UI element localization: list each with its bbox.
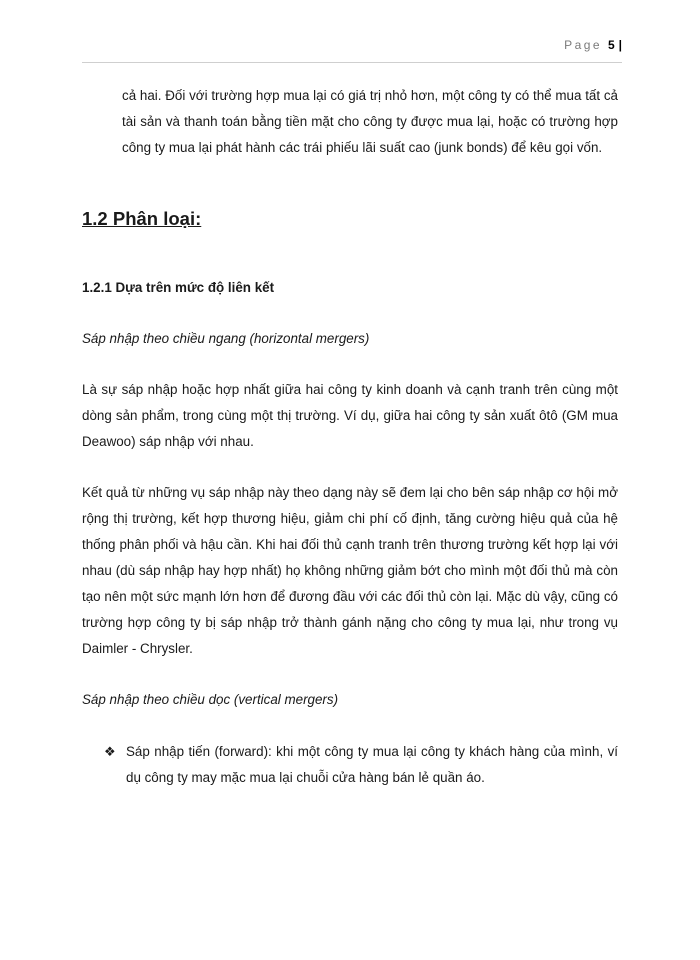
- horizontal-mergers-title: Sáp nhập theo chiều ngang (horizontal mergers): [82, 331, 370, 346]
- diamond-bullet-icon: ❖: [104, 744, 116, 759]
- vertical-mergers-title: Sáp nhập theo chiều dọc (vertical mergers): [82, 692, 339, 707]
- horizontal-mergers-paragraph-2: Kết quả từ những vụ sáp nhập này theo dạng này sẽ đem lại cho bên sáp nhập cơ hội mở rộng thị trường, kết hợp thương hiệu, giảm chi phí cố định, tăng cường hiệu quả của hệ thống phân phối và hậu cần. Khi hai đối thủ cạnh tranh trên thương trường kết hợp lại với nhau (dù sáp nhập hay hợp nhất) họ không những giảm bớt cho mình một đối thủ mà còn tạo nên một sức mạnh lớn hơn để đương đầu với các đối thủ còn lại. Mặc dù vậy, cũng có trường hợp công ty bị sáp nhập trở thành gánh nặng cho công ty mua lại, như trong vụ Daimler - Chrysler.: [82, 485, 618, 656]
- page-header: [564, 38, 622, 52]
- header-divider: [82, 62, 622, 63]
- horizontal-mergers-paragraph-1: Là sự sáp nhập hoặc hợp nhất giữa hai công ty kinh doanh và cạnh tranh trên cùng một dòng sản phẩm, trong cùng một thị trường. Ví dụ, giữa hai công ty sản xuất ôtô (GM mua Deawoo) sáp nhập với nhau.: [82, 382, 618, 449]
- list-item-text: Sáp nhập tiến (forward): khi một công ty mua lại công ty khách hàng của mình, ví dụ công ty may mặc mua lại chuỗi cửa hàng bán lẻ quần áo.: [126, 744, 618, 785]
- page-separator: |: [618, 38, 622, 52]
- subsection-heading: 1.2.1 Dựa trên mức độ liên kết: [82, 280, 275, 295]
- document-body: [82, 83, 618, 791]
- page-number: 5: [607, 38, 615, 52]
- list-item: [82, 739, 618, 791]
- page-label: Page: [564, 38, 603, 52]
- section-heading: 1.2 Phân loại:: [82, 208, 202, 229]
- intro-paragraph: cả hai. Đối với trường hợp mua lại có giá trị nhỏ hơn, một công ty có thể mua tất cả tài sản và thanh toán bằng tiền mặt cho công ty được mua lại, hoặc có trường hợp công ty mua lại phát hành các trái phiếu lãi suất cao (junk bonds) để kêu gọi vốn.: [122, 88, 618, 155]
